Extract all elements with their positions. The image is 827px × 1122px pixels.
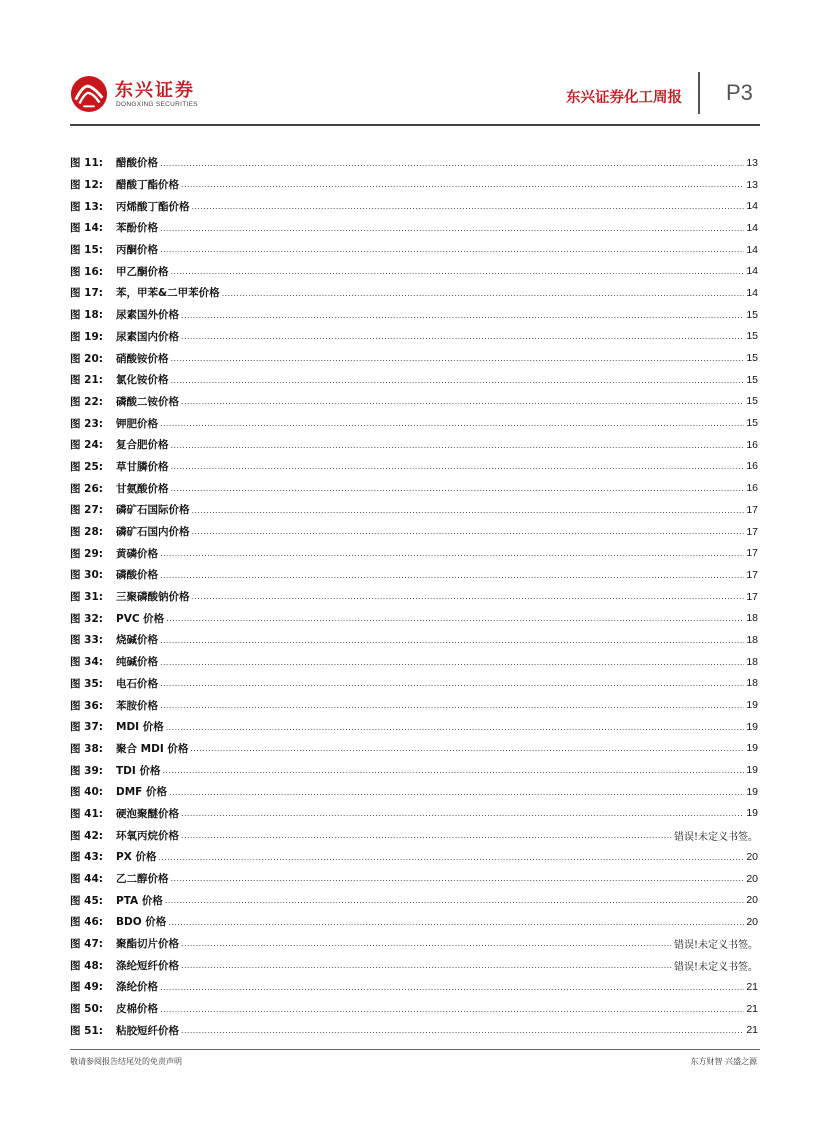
toc-entry[interactable] bbox=[70, 629, 758, 651]
toc-entry-label[interactable]: 黄磷价格 bbox=[116, 547, 158, 560]
toc-entry-page[interactable]: 19 bbox=[746, 720, 758, 733]
toc-entry-label[interactable]: PVC 价格 bbox=[116, 612, 165, 625]
toc-entry-number: 图 32: bbox=[70, 612, 103, 625]
toc-leader-dots bbox=[171, 354, 745, 369]
toc-entry-number: 图 40: bbox=[70, 786, 103, 799]
toc-leader-dots bbox=[222, 289, 745, 304]
toc-entry-page[interactable]: 15 bbox=[746, 352, 758, 365]
toc-leader-dots bbox=[169, 788, 744, 803]
toc-entry-page[interactable]: 15 bbox=[746, 395, 758, 408]
toc-entry[interactable] bbox=[70, 738, 758, 760]
toc-entry-label[interactable]: 磷酸二铵价格 bbox=[116, 395, 179, 408]
toc-leader-dots bbox=[171, 441, 745, 456]
toc-entry-page[interactable]: 14 bbox=[746, 265, 758, 278]
toc-entry-label[interactable]: PX 价格 bbox=[116, 851, 157, 864]
toc-leader-dots bbox=[168, 918, 744, 933]
toc-entry-page[interactable]: 16 bbox=[746, 460, 758, 473]
toc-entry[interactable] bbox=[70, 759, 758, 781]
toc-entry-page[interactable]: 14 bbox=[746, 200, 758, 213]
logo-en-text: DONGXING SECURITIES bbox=[116, 101, 198, 108]
toc-entry-number: 图 44: bbox=[70, 873, 103, 886]
toc-entry[interactable] bbox=[70, 889, 758, 911]
toc-entry[interactable] bbox=[70, 716, 758, 738]
toc-entry[interactable] bbox=[70, 412, 758, 434]
toc-entry-page[interactable]: 21 bbox=[746, 980, 758, 993]
toc-leader-dots bbox=[160, 419, 744, 434]
toc-entry-number: 图 42: bbox=[70, 829, 103, 842]
toc-leader-dots bbox=[166, 614, 744, 629]
toc-entry-label[interactable]: 电石价格 bbox=[116, 677, 158, 690]
figure-list bbox=[70, 152, 758, 1041]
page-header bbox=[0, 0, 827, 130]
toc-entry-label[interactable]: MDI 价格 bbox=[116, 721, 164, 734]
toc-entry-number: 图 16: bbox=[70, 265, 103, 278]
toc-entry-page[interactable]: 15 bbox=[746, 330, 758, 343]
toc-leader-dots bbox=[192, 202, 745, 217]
toc-entry[interactable] bbox=[70, 174, 758, 196]
toc-entry[interactable] bbox=[70, 694, 758, 716]
toc-entry[interactable] bbox=[70, 260, 758, 282]
toc-entry-number: 图 15: bbox=[70, 244, 103, 257]
toc-entry-number: 图 51: bbox=[70, 1024, 103, 1037]
toc-entry-label[interactable]: 甲乙酮价格 bbox=[116, 265, 169, 278]
toc-entry[interactable] bbox=[70, 499, 758, 521]
toc-entry[interactable] bbox=[70, 152, 758, 174]
toc-entry-page[interactable]: 20 bbox=[746, 915, 758, 928]
toc-entry[interactable] bbox=[70, 477, 758, 499]
toc-entry-page[interactable]: 17 bbox=[746, 503, 758, 516]
report-title: 东兴证券化工周报 bbox=[566, 90, 682, 106]
toc-leader-dots bbox=[162, 766, 744, 781]
toc-entry-label[interactable]: 苯酚价格 bbox=[116, 222, 158, 235]
toc-entry-label[interactable]: 磷矿石国内价格 bbox=[116, 526, 190, 539]
toc-leader-dots bbox=[160, 636, 744, 651]
toc-entry-page[interactable]: 15 bbox=[746, 308, 758, 321]
toc-entry-number: 图 27: bbox=[70, 504, 103, 517]
toc-leader-dots bbox=[192, 527, 745, 542]
toc-leader-dots bbox=[181, 311, 744, 326]
toc-entry-label[interactable]: TDI 价格 bbox=[116, 764, 161, 777]
toc-leader-dots bbox=[181, 397, 744, 412]
toc-entry-page[interactable]: 16 bbox=[746, 438, 758, 451]
footer-disclaimer: 敬请参阅报告结尾处的免责声明 bbox=[70, 1057, 182, 1066]
toc-entry-page[interactable]: 19 bbox=[746, 742, 758, 755]
toc-entry-page[interactable]: 21 bbox=[746, 1002, 758, 1015]
toc-leader-dots bbox=[181, 332, 744, 347]
toc-entry-label[interactable]: 钾肥价格 bbox=[116, 417, 158, 430]
toc-leader-dots bbox=[171, 267, 745, 282]
toc-leader-dots bbox=[181, 831, 672, 846]
toc-entry-number: 图 36: bbox=[70, 699, 103, 712]
toc-entry[interactable] bbox=[70, 998, 758, 1020]
toc-entry-page[interactable]: 14 bbox=[746, 286, 758, 299]
toc-entry[interactable] bbox=[70, 304, 758, 326]
toc-entry[interactable] bbox=[70, 369, 758, 391]
toc-entry-number: 图 47: bbox=[70, 938, 103, 951]
toc-entry-page[interactable]: 17 bbox=[746, 547, 758, 560]
toc-entry-number: 图 22: bbox=[70, 395, 103, 408]
toc-leader-dots bbox=[160, 679, 744, 694]
toc-entry-page[interactable]: 14 bbox=[746, 221, 758, 234]
toc-entry-number: 图 14: bbox=[70, 222, 103, 235]
toc-entry[interactable] bbox=[70, 651, 758, 673]
toc-entry-number: 图 41: bbox=[70, 807, 103, 820]
toc-leader-dots bbox=[171, 376, 745, 391]
toc-entry-label[interactable]: 磷酸价格 bbox=[116, 569, 158, 582]
toc-entry-label[interactable]: 乙二醇价格 bbox=[116, 873, 169, 886]
toc-leader-dots bbox=[181, 961, 672, 976]
toc-entry-page[interactable]: 17 bbox=[746, 590, 758, 603]
toc-leader-dots bbox=[160, 658, 744, 673]
toc-leader-dots bbox=[160, 1005, 744, 1020]
toc-entry-number: 图 33: bbox=[70, 634, 103, 647]
toc-leader-dots bbox=[171, 484, 745, 499]
toc-entry-label[interactable]: 草甘膦价格 bbox=[116, 460, 169, 473]
toc-entry[interactable] bbox=[70, 1020, 758, 1042]
toc-entry-number: 图 24: bbox=[70, 439, 103, 452]
toc-entry-page[interactable]: 18 bbox=[746, 655, 758, 668]
toc-entry-page[interactable]: 错误!未定义书签。 bbox=[673, 961, 758, 973]
toc-entry-number: 图 43: bbox=[70, 851, 103, 864]
toc-entry-page[interactable]: 18 bbox=[746, 612, 758, 625]
toc-entry[interactable] bbox=[70, 954, 758, 976]
toc-entry[interactable] bbox=[70, 586, 758, 608]
toc-entry[interactable] bbox=[70, 434, 758, 456]
toc-entry-label[interactable]: PTA 价格 bbox=[116, 894, 163, 907]
toc-entry[interactable] bbox=[70, 933, 758, 955]
toc-leader-dots bbox=[181, 809, 744, 824]
toc-entry-label[interactable]: 尿素国外价格 bbox=[116, 309, 179, 322]
toc-entry[interactable] bbox=[70, 391, 758, 413]
toc-entry-page[interactable]: 错误!未定义书签。 bbox=[673, 940, 758, 952]
toc-entry-page[interactable]: 20 bbox=[746, 872, 758, 885]
toc-entry-number: 图 11: bbox=[70, 157, 103, 170]
footer-slogan: 东方财智 兴盛之源 bbox=[690, 1057, 757, 1066]
toc-entry-page[interactable]: 16 bbox=[746, 482, 758, 495]
toc-entry[interactable] bbox=[70, 217, 758, 239]
toc-entry[interactable] bbox=[70, 846, 758, 868]
toc-entry-number: 图 23: bbox=[70, 417, 103, 430]
toc-entry[interactable] bbox=[70, 521, 758, 543]
toc-leader-dots bbox=[160, 701, 744, 716]
toc-entry-page[interactable]: 15 bbox=[746, 417, 758, 430]
page-number: P3 bbox=[726, 80, 753, 105]
toc-entry-page[interactable]: 19 bbox=[746, 699, 758, 712]
toc-entry-page[interactable]: 19 bbox=[746, 764, 758, 777]
toc-leader-dots bbox=[192, 592, 745, 607]
toc-entry-page[interactable]: 错误!未定义书签。 bbox=[673, 831, 758, 843]
toc-entry[interactable] bbox=[70, 803, 758, 825]
toc-entry-label[interactable]: 涤纶价格 bbox=[116, 981, 158, 994]
toc-entry-number: 图 13: bbox=[70, 200, 103, 213]
toc-entry[interactable] bbox=[70, 824, 758, 846]
toc-entry-label[interactable]: 氯化铵价格 bbox=[116, 374, 169, 387]
toc-entry-number: 图 45: bbox=[70, 894, 103, 907]
toc-entry-number: 图 18: bbox=[70, 309, 103, 322]
toc-entry-page[interactable]: 17 bbox=[746, 568, 758, 581]
toc-entry-label[interactable]: 硝酸铵价格 bbox=[116, 352, 169, 365]
toc-entry[interactable] bbox=[70, 195, 758, 217]
toc-entry-page[interactable]: 18 bbox=[746, 633, 758, 646]
toc-leader-dots bbox=[160, 224, 744, 239]
toc-entry-number: 图 48: bbox=[70, 959, 103, 972]
toc-entry-label[interactable]: 磷矿石国际价格 bbox=[116, 504, 190, 517]
toc-entry-label[interactable]: DMF 价格 bbox=[116, 786, 167, 799]
toc-entry[interactable] bbox=[70, 911, 758, 933]
toc-entry[interactable] bbox=[70, 239, 758, 261]
dongxing-logo-icon bbox=[70, 75, 108, 113]
toc-entry-number: 图 28: bbox=[70, 526, 103, 539]
header-rule bbox=[70, 124, 760, 126]
toc-entry-number: 图 30: bbox=[70, 569, 103, 582]
toc-leader-dots bbox=[160, 549, 744, 564]
toc-leader-dots bbox=[171, 874, 745, 889]
toc-entry-label[interactable]: 粘胶短纤价格 bbox=[116, 1024, 179, 1037]
toc-leader-dots bbox=[190, 744, 744, 759]
toc-entry[interactable] bbox=[70, 347, 758, 369]
toc-leader-dots bbox=[181, 939, 672, 954]
toc-entry-label[interactable]: 三聚磷酸钠价格 bbox=[116, 591, 190, 604]
toc-entry[interactable] bbox=[70, 456, 758, 478]
toc-entry-page[interactable]: 20 bbox=[746, 850, 758, 863]
toc-entry-number: 图 38: bbox=[70, 742, 103, 755]
toc-entry-number: 图 20: bbox=[70, 352, 103, 365]
toc-entry-number: 图 34: bbox=[70, 656, 103, 669]
toc-entry[interactable] bbox=[70, 326, 758, 348]
toc-entry-label[interactable]: BDO 价格 bbox=[116, 916, 167, 929]
toc-entry[interactable] bbox=[70, 868, 758, 890]
toc-entry-label[interactable]: 环氧丙烷价格 bbox=[116, 829, 179, 842]
toc-entry-number: 图 26: bbox=[70, 482, 103, 495]
toc-leader-dots bbox=[171, 462, 745, 477]
toc-entry-page[interactable]: 14 bbox=[746, 243, 758, 256]
toc-entry-page[interactable]: 13 bbox=[746, 156, 758, 169]
toc-entry-label[interactable]: 尿素国内价格 bbox=[116, 330, 179, 343]
toc-leader-dots bbox=[160, 571, 744, 586]
toc-entry[interactable] bbox=[70, 542, 758, 564]
toc-leader-dots bbox=[165, 896, 744, 911]
toc-entry-page[interactable]: 13 bbox=[746, 178, 758, 191]
toc-entry-page[interactable]: 19 bbox=[746, 785, 758, 798]
toc-entry-label[interactable]: 聚合 MDI 价格 bbox=[116, 742, 189, 755]
toc-leader-dots bbox=[192, 506, 745, 521]
toc-entry-label[interactable]: 丙烯酸丁酯价格 bbox=[116, 200, 190, 213]
toc-leader-dots bbox=[166, 723, 745, 738]
toc-leader-dots bbox=[160, 983, 744, 998]
toc-leader-dots bbox=[160, 245, 744, 260]
toc-entry-page[interactable]: 18 bbox=[746, 677, 758, 690]
toc-entry-number: 图 19: bbox=[70, 330, 103, 343]
toc-entry[interactable] bbox=[70, 564, 758, 586]
toc-entry-label[interactable]: 纯碱价格 bbox=[116, 656, 158, 669]
logo-cn-text: 东兴证券 bbox=[115, 80, 195, 101]
toc-leader-dots bbox=[181, 1026, 744, 1041]
toc-entry-label[interactable]: 苯，甲苯&二甲苯价格 bbox=[116, 287, 220, 300]
toc-entry[interactable] bbox=[70, 282, 758, 304]
toc-entry[interactable] bbox=[70, 673, 758, 695]
toc-entry[interactable] bbox=[70, 781, 758, 803]
toc-entry-label[interactable]: 聚酯切片价格 bbox=[116, 938, 179, 951]
toc-entry-label[interactable]: 醋酸丁酯价格 bbox=[116, 179, 179, 192]
toc-entry-label[interactable]: 醋酸价格 bbox=[116, 157, 158, 170]
toc-entry-label[interactable]: 涤纶短纤价格 bbox=[116, 959, 179, 972]
toc-entry-label[interactable]: 硬泡聚醚价格 bbox=[116, 807, 179, 820]
toc-entry-page[interactable]: 15 bbox=[746, 373, 758, 386]
toc-entry-number: 图 25: bbox=[70, 460, 103, 473]
toc-entry-label[interactable]: 复合肥价格 bbox=[116, 439, 169, 452]
toc-leader-dots bbox=[181, 180, 744, 195]
toc-entry-label[interactable]: 皮棉价格 bbox=[116, 1003, 158, 1016]
toc-entry-number: 图 17: bbox=[70, 287, 103, 300]
toc-entry-number: 图 37: bbox=[70, 721, 103, 734]
toc-entry[interactable] bbox=[70, 976, 758, 998]
toc-entry-number: 图 39: bbox=[70, 764, 103, 777]
toc-entry-number: 图 35: bbox=[70, 677, 103, 690]
toc-entry-number: 图 21: bbox=[70, 374, 103, 387]
toc-entry-number: 图 29: bbox=[70, 547, 103, 560]
toc-entry-number: 图 46: bbox=[70, 916, 103, 929]
toc-entry-number: 图 50: bbox=[70, 1003, 103, 1016]
header-divider bbox=[698, 72, 700, 114]
toc-entry-label[interactable]: 丙酮价格 bbox=[116, 244, 158, 257]
toc-entry-page[interactable]: 20 bbox=[746, 894, 758, 907]
toc-entry-page[interactable]: 19 bbox=[746, 807, 758, 820]
toc-entry-label[interactable]: 苯胺价格 bbox=[116, 699, 158, 712]
toc-leader-dots bbox=[160, 159, 744, 174]
toc-leader-dots bbox=[158, 853, 744, 868]
toc-entry-page[interactable]: 21 bbox=[746, 1024, 758, 1037]
toc-entry-number: 图 49: bbox=[70, 981, 103, 994]
toc-entry-number: 图 12: bbox=[70, 179, 103, 192]
toc-entry-number: 图 31: bbox=[70, 591, 103, 604]
toc-entry[interactable] bbox=[70, 607, 758, 629]
toc-entry-label[interactable]: 甘氨酸价格 bbox=[116, 482, 169, 495]
footer-rule bbox=[70, 1049, 760, 1050]
toc-entry-label[interactable]: 烧碱价格 bbox=[116, 634, 158, 647]
toc-entry-page[interactable]: 17 bbox=[746, 525, 758, 538]
